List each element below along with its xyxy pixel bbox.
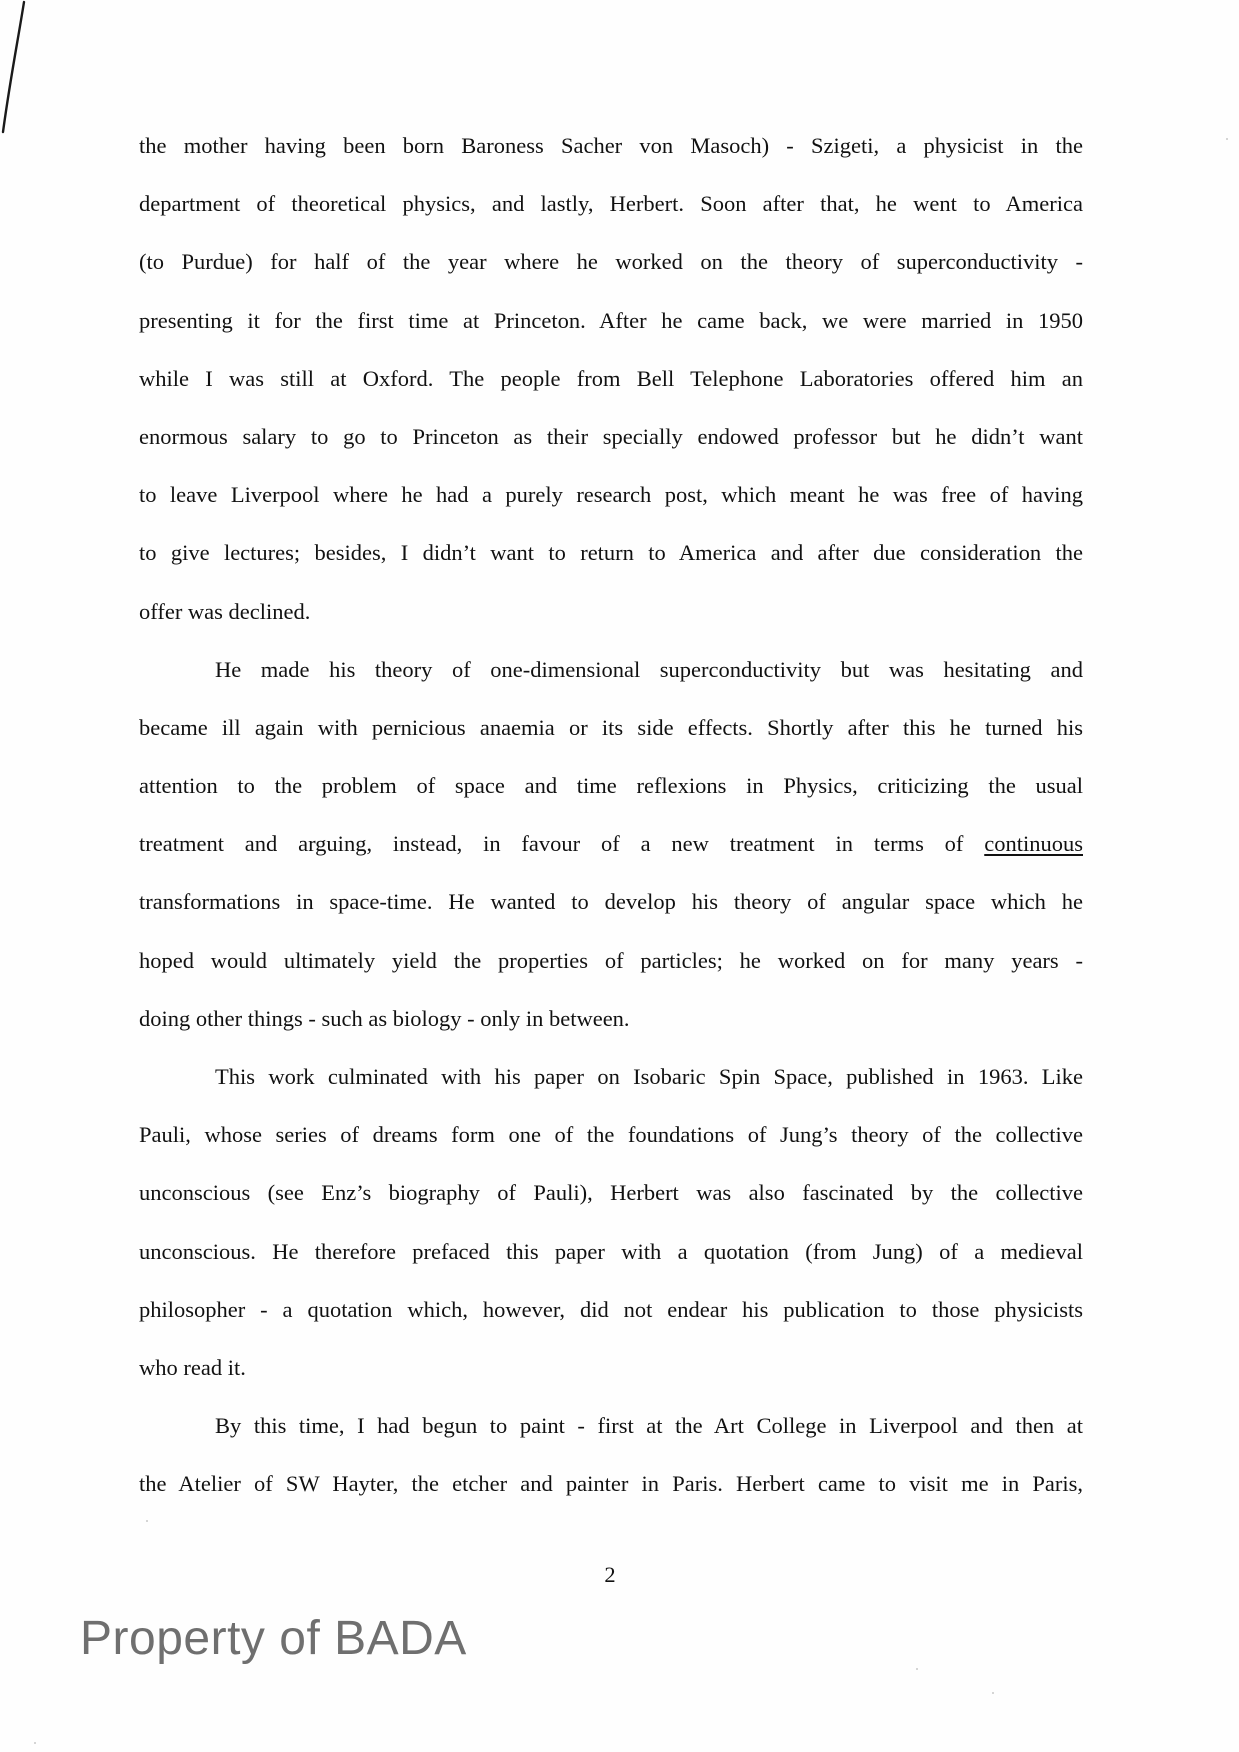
scan-speck [34,1742,36,1744]
text-line: unconscious. He therefore prefaced this paper with a quotation (from Jung) of a medieval [139,1238,1083,1264]
underlined-word: continuous [984,831,1083,857]
text-line: to leave Liverpool where he had a purely research post, which meant he was free of having [139,482,1083,508]
text-line: offer was declined. [139,598,311,624]
scan-speck [916,1668,918,1670]
text-line: to give lectures; besides, I didn’t want to return to America and after due consideration the [139,540,1083,566]
text-line: the mother having been born Baroness Sacher von Masoch) - Szigeti, a physicist in the [139,133,1083,158]
text-line: enormous salary to go to Princeton as their specially endowed professor but he didn’t want [139,423,1083,449]
body-text [139,131,1083,1528]
text-line: Pauli, whose series of dreams form one of the foundations of Jung’s theory of the collective [139,1122,1083,1148]
text-line-with-underline [139,829,1083,887]
text-line: who read it. [139,1354,246,1380]
text-line: presenting it for the first time at Princeton. After he came back, we were married in 1950 [139,307,1083,333]
text-line: He made his theory of one-dimensional superconductivity but was hesitating and [215,656,1083,682]
text-line: the Atelier of SW Hayter, the etcher and painter in Paris. Herbert came to visit me in Paris, [139,1471,1083,1497]
text-line: while I was still at Oxford. The people from Bell Telephone Laboratories offered him an [139,365,1083,391]
text-line: became ill again with pernicious anaemia or its side effects. Shortly after this he turned his [139,714,1083,740]
text-line: doing other things - such as biology - only in between. [139,1005,630,1031]
pen-stroke-mark [0,0,40,140]
page-number: 2 [604,1562,616,1587]
text-line: hoped would ultimately yield the properties of particles; he worked on for many years - [139,947,1083,973]
watermark: Property of BADA [80,1612,467,1665]
text-line: attention to the problem of space and time reflexions in Physics, criticizing the usual [139,773,1083,799]
text-segment: treatment and arguing, instead, in favour of a new treatment in terms of [139,831,964,857]
text-line: (to Purdue) for half of the year where he worked on the theory of superconductivity - [139,249,1083,275]
scan-speck [992,1692,994,1694]
scan-speck [1226,138,1228,140]
text-line: department of theoretical physics, and lastly, Herbert. Soon after that, he went to America [139,191,1083,217]
scan-speck [146,1520,148,1522]
text-line: unconscious (see Enz’s biography of Pauli), Herbert was also fascinated by the collective [139,1180,1083,1206]
text-line: By this time, I had begun to paint - first at the Art College in Liverpool and then at [215,1413,1083,1439]
text-line: transformations in space-time. He wanted to develop his theory of angular space which he [139,889,1083,915]
text-line: philosopher - a quotation which, however, did not endear his publication to those physicists [139,1296,1083,1322]
text-line: This work culminated with his paper on Isobaric Spin Space, published in 1963. Like [215,1064,1083,1089]
